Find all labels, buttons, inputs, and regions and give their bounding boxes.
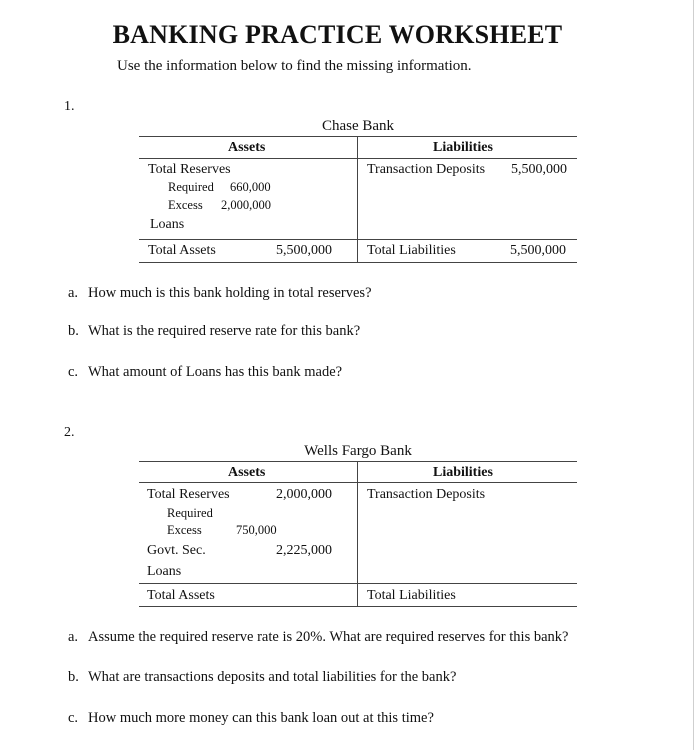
p1-question-c-letter: c. <box>68 364 79 380</box>
p2-center-divider <box>357 461 358 606</box>
p2-total-top-rule <box>139 583 577 584</box>
p1-total-top-rule <box>139 239 577 240</box>
problem-2-number: 2. <box>64 425 75 440</box>
p2-govt-sec-label: Govt. Sec. <box>147 543 206 558</box>
p1-question-b: What is the required reserve rate for this bank? <box>88 323 361 339</box>
p2-total-reserves-value: 2,000,000 <box>276 487 332 502</box>
p1-total-assets-label: Total Assets <box>148 243 216 258</box>
p1-question-b-letter: b. <box>68 323 79 339</box>
p2-total-assets-label: Total Assets <box>147 588 215 603</box>
p2-total-reserves-label: Total Reserves <box>147 487 230 502</box>
p1-excess-label: Excess <box>168 198 203 212</box>
p2-question-b-letter: b. <box>68 669 79 685</box>
p1-assets-header: Assets <box>228 140 266 155</box>
p1-question-a: How much is this bank holding in total reserves? <box>88 285 372 301</box>
p2-top-rule <box>139 461 577 462</box>
p1-top-rule <box>139 136 577 137</box>
p2-question-a: Assume the required reserve rate is 20%. What are required reserves for this bank? <box>88 629 569 645</box>
p2-transaction-deposits-label: Transaction Deposits <box>367 487 486 502</box>
page-border <box>693 0 694 750</box>
p2-excess-label: Excess <box>167 523 202 537</box>
p1-required-value: 660,000 <box>230 180 271 194</box>
p2-total-liabilities-label: Total Liabilities <box>367 588 456 603</box>
p2-govt-sec-value: 2,225,000 <box>276 543 332 558</box>
p1-total-reserves-label: Total Reserves <box>148 162 231 177</box>
p2-question-a-letter: a. <box>68 629 79 645</box>
page-title: BANKING PRACTICE WORKSHEET <box>112 20 563 49</box>
p2-liabilities-header: Liabilities <box>433 465 493 480</box>
p2-question-b: What are transactions deposits and total liabilities for the bank? <box>88 669 457 685</box>
p1-question-a-letter: a. <box>68 285 79 301</box>
p1-transaction-deposits-value: 5,500,000 <box>511 162 567 177</box>
problem-1-bank-name: Chase Bank <box>321 118 395 134</box>
p2-question-c: How much more money can this bank loan out at this time? <box>88 710 434 726</box>
p1-question-c: What amount of Loans has this bank made? <box>88 364 343 380</box>
p1-liabilities-header: Liabilities <box>433 140 493 155</box>
p1-excess-value: 2,000,000 <box>221 198 271 212</box>
problem-1-number: 1. <box>64 99 75 114</box>
p1-total-liabilities-value: 5,500,000 <box>510 243 566 258</box>
p2-header-rule <box>139 482 577 483</box>
p1-header-rule <box>139 158 577 159</box>
p1-loans-label: Loans <box>150 217 185 232</box>
p1-total-assets-value: 5,500,000 <box>276 243 332 258</box>
p2-question-c-letter: c. <box>68 710 79 726</box>
p2-bottom-rule <box>139 606 577 607</box>
p1-total-liabilities-label: Total Liabilities <box>367 243 456 258</box>
p2-assets-header: Assets <box>228 465 266 480</box>
p2-required-label: Required <box>167 506 213 520</box>
instructions: Use the information below to find the missing information. <box>117 58 472 74</box>
p1-required-label: Required <box>168 180 214 194</box>
p1-bottom-rule <box>139 262 577 263</box>
p1-transaction-deposits-label: Transaction Deposits <box>367 162 486 177</box>
p2-excess-value: 750,000 <box>236 523 277 537</box>
problem-2-bank-name: Wells Fargo Bank <box>304 443 412 459</box>
p2-loans-label: Loans <box>147 564 182 579</box>
p1-center-divider <box>357 136 358 262</box>
